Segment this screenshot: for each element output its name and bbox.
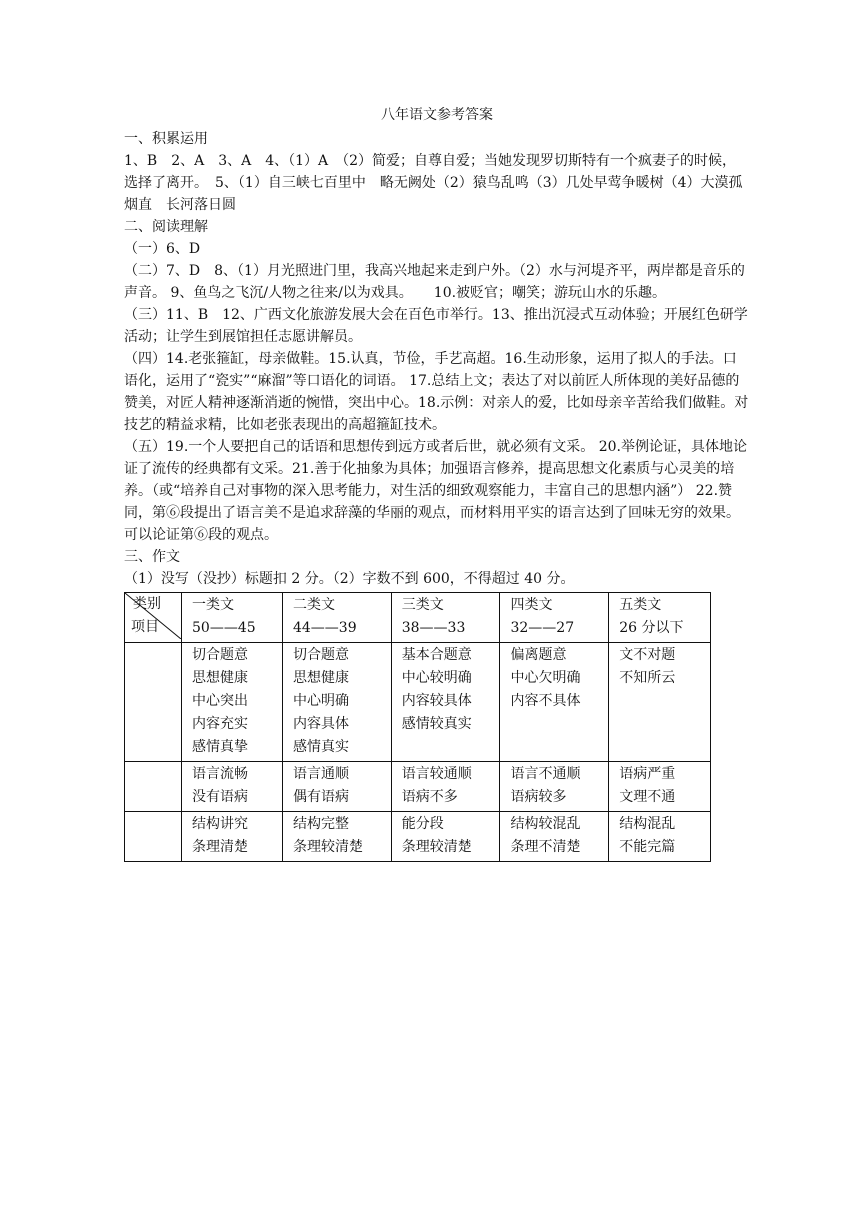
document-page	[124, 104, 750, 862]
table-cell	[609, 762, 711, 812]
cell-line: 感情较真实	[401, 716, 472, 732]
reading-part-3: （三）11、B 12、广西文化旅游发展大会在百色市举行。13、推出沉浸式互动体验；开展红色研学活动；让学生到展馆担任志愿讲解员。	[124, 307, 748, 345]
section-text-accumulation: 1、B 2、A 3、A 4、（1）A （2）简爱；自尊自爱；当她发现罗切斯特有一个疯妻子的时候，选择了离开。 5、（1）自三峡七百里中 略无阙处（2）猿鸟乱鸣（3）几处早莺争暖树（4）大漠孤烟直 长河落日圆	[124, 153, 743, 213]
cell-line: 切合题意	[192, 647, 248, 663]
table-cell	[282, 643, 391, 762]
cell-line: 中心欠明确	[510, 670, 581, 686]
header-range: 44——39	[292, 620, 357, 636]
corner-label-item: 项目	[131, 619, 159, 635]
cell-line: 语言流畅	[192, 766, 248, 782]
cell-line: 思想健康	[192, 670, 248, 686]
cell-line: 结构较混乱	[510, 816, 581, 832]
cell-line: 感情真挚	[192, 739, 248, 755]
table-cell	[182, 812, 283, 862]
table-corner-cell	[125, 593, 182, 643]
cell-line: 文理不通	[619, 789, 676, 805]
table-cell	[282, 762, 391, 812]
table-cell	[182, 762, 283, 812]
table-cell	[391, 762, 500, 812]
cell-line: 内容不具体	[510, 693, 581, 709]
table-cell	[500, 643, 609, 762]
grading-table	[124, 592, 711, 862]
cell-line: 中心明确	[292, 693, 349, 709]
header-range: 50——45	[192, 620, 256, 636]
table-cell	[391, 812, 500, 862]
header-range: 32——27	[510, 620, 575, 636]
cell-line: 能分段	[401, 816, 444, 832]
cell-line: 语病严重	[619, 766, 676, 782]
cell-line: 结构完整	[292, 816, 349, 832]
cell-line: 语病不多	[401, 789, 458, 805]
header-range: 38——33	[401, 620, 466, 636]
cell-line: 思想健康	[292, 670, 349, 686]
cell-line: 语言不通顺	[510, 766, 581, 782]
document-title: 八年语文参考答案	[381, 107, 493, 123]
header-grade: 五类文	[619, 597, 662, 613]
table-cell	[609, 643, 711, 762]
header-grade: 一类文	[192, 597, 234, 613]
cell-line: 语言通顺	[292, 766, 349, 782]
section-text-composition: （1）没写（没抄）标题扣 2 分。（2）字数不到 600，不得超过 40 分。	[124, 571, 575, 587]
corner-label-category: 类别	[133, 596, 161, 612]
reading-part-2: （二）7、D 8、（1）月光照进门里，我高兴地起来走到户外。（2）水与河堤齐平，两岸都是音乐的声音。 9、鱼鸟之飞沉/人物之往来/以为戏具。 10.被贬官；嘲笑；游玩山水的乐趣。	[124, 263, 745, 301]
table-cell	[282, 812, 391, 862]
table-cell	[500, 812, 609, 862]
header-cell	[391, 593, 500, 643]
cell-line: 切合题意	[292, 647, 349, 663]
cell-line: 结构讲究	[192, 816, 248, 832]
section-heading-accumulation: 一、积累运用	[124, 131, 208, 147]
header-cell	[282, 593, 391, 643]
cell-line: 感情真实	[292, 739, 349, 755]
table-cell	[182, 643, 283, 762]
row-label-cell	[125, 762, 182, 812]
header-grade: 四类文	[510, 597, 553, 613]
cell-line: 中心较明确	[401, 670, 472, 686]
cell-line: 内容充实	[192, 716, 248, 732]
table-header-row	[125, 593, 711, 643]
cell-line: 结构混乱	[619, 816, 676, 832]
row-label-cell	[125, 643, 182, 762]
cell-line: 内容较具体	[401, 693, 472, 709]
header-range: 26 分以下	[619, 620, 684, 636]
reading-part-1: （一）6、D	[124, 241, 201, 257]
reading-part-5: （五）19.一个人要把自己的话语和思想传到远方或者后世，就必须有文采。 20.举例论证，具体地论证了流传的经典都有文采。21.善于化抽象为具体；加强语言修养，提高思想文化素质与心灵美的培养。（或“培养自己对事物的深入思考能力，对生活的细致观察能力，丰富自己的思想内涵”） 22.赞同，第⑥段提出了语言美不是追求辞藻的华丽的观点，而材料用平实的语言达到了回味无穷的效果。可以论证第⑥段的观点。	[124, 439, 747, 543]
header-cell	[500, 593, 609, 643]
row-label-cell	[125, 812, 182, 862]
table-row	[125, 643, 711, 762]
reading-part-4: （四）14.老张箍缸，母亲做鞋。15.认真，节俭，手艺高超。16.生动形象，运用了拟人的手法。口语化，运用了“瓷实”“麻溜”等口语化的词语。 17.总结上文；表达了对以前匠人所体现的美好品德的赞美，对匠人精神逐渐消逝的惋惜，突出中心。18.示例：对亲人的爱，比如母亲辛苦给我们做鞋。对技艺的精益求精，比如老张表现出的高超箍缸技术。	[124, 351, 749, 433]
table-cell	[609, 812, 711, 862]
cell-line: 没有语病	[192, 789, 248, 805]
cell-line: 语病较多	[510, 789, 567, 805]
cell-line: 偏离题意	[510, 647, 567, 663]
cell-line: 文不对题	[619, 647, 676, 663]
table-cell	[391, 643, 500, 762]
cell-line: 条理较清楚	[401, 839, 472, 855]
cell-line: 偶有语病	[292, 789, 349, 805]
header-grade: 三类文	[401, 597, 444, 613]
cell-line: 中心突出	[192, 693, 248, 709]
cell-line: 基本合题意	[401, 647, 472, 663]
cell-line: 不知所云	[619, 670, 676, 686]
cell-line: 内容具体	[292, 716, 349, 732]
table-row	[125, 812, 711, 862]
section-heading-reading: 二、阅读理解	[124, 219, 208, 235]
cell-line: 条理不清楚	[510, 839, 581, 855]
table-cell	[500, 762, 609, 812]
cell-line: 语言较通顺	[401, 766, 472, 782]
header-cell	[182, 593, 283, 643]
header-cell	[609, 593, 711, 643]
section-heading-composition: 三、作文	[124, 549, 180, 565]
header-grade: 二类文	[292, 597, 335, 613]
cell-line: 不能完篇	[619, 839, 676, 855]
cell-line: 条理较清楚	[292, 839, 363, 855]
cell-line: 条理清楚	[192, 839, 248, 855]
table-row	[125, 762, 711, 812]
